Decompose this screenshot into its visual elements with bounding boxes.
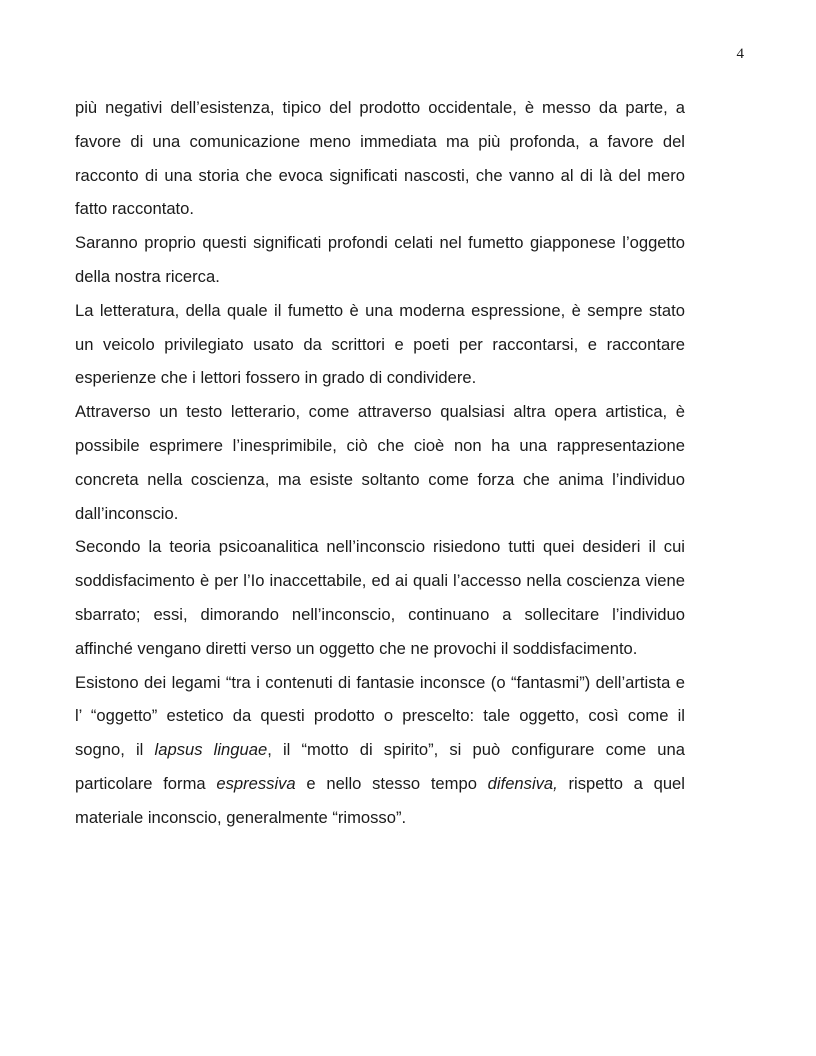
paragraph-6-emphasis-lapsus: lapsus linguae <box>154 740 268 760</box>
page-number: 4 <box>736 46 744 62</box>
paragraph-6-text-4: rispetto a quel materiale inconscio, generalmente “rimosso”. <box>75 773 685 827</box>
paragraph-6-text-1: Esistono dei legami “tra i contenuti di fantasie inconsce (o “fantasmi”) dell’artista e l’ “oggetto” estetico da questi prodotto o prescelto: tale oggetto, così come il sogno, il <box>75 672 685 760</box>
paragraph-5: Secondo la teoria psicoanalitica nell’inconscio risiedono tutti quei desideri il cui soddisfacimento è per l’Io inaccettabile, ed ai quali l’accesso nella coscienza viene sbarrato; essi, dimorando nell’inconscio, continuano a sollecitare l’individuo affinché vengano diretti verso un oggetto che ne provochi il soddisfacimento. <box>75 537 685 658</box>
paragraph-6-text-2: , il “motto di spirito”, si può configurare come una particolare forma <box>75 740 685 793</box>
paragraph-1: più negativi dell’esistenza, tipico del prodotto occidentale, è messo da parte, a favore di una comunicazione meno immediata ma più profonda, a favore del racconto di una storia che evoca significati nascosti, che vanno al di là del mero fatto raccontato. <box>75 98 685 219</box>
paragraph-3: La letteratura, della quale il fumetto è una moderna espressione, è sempre stato un veicolo privilegiato usato da scrittori e poeti per raccontarsi, e raccontare esperienze che i lettori fossero in grado di condividere. <box>75 300 685 388</box>
paragraph-6-text-3: e nello stesso tempo <box>295 773 488 793</box>
paragraph-2: Saranno proprio questi significati profondi celati nel fumetto giapponese l’oggetto della nostra ricerca. <box>75 233 685 286</box>
paragraph-6 <box>75 666 685 835</box>
paragraph-6-emphasis-difensiva: difensiva, <box>487 773 558 793</box>
paragraph-6-emphasis-espressiva: espressiva <box>216 773 296 793</box>
body-text <box>75 91 685 835</box>
paragraph-4: Attraverso un testo letterario, come attraverso qualsiasi altra opera artistica, è possibile esprimere l’inesprimibile, ciò che cioè non ha una rappresentazione concreta nella coscienza, ma esiste soltanto come forza che anima l’individuo dall’inconscio. <box>75 402 685 523</box>
